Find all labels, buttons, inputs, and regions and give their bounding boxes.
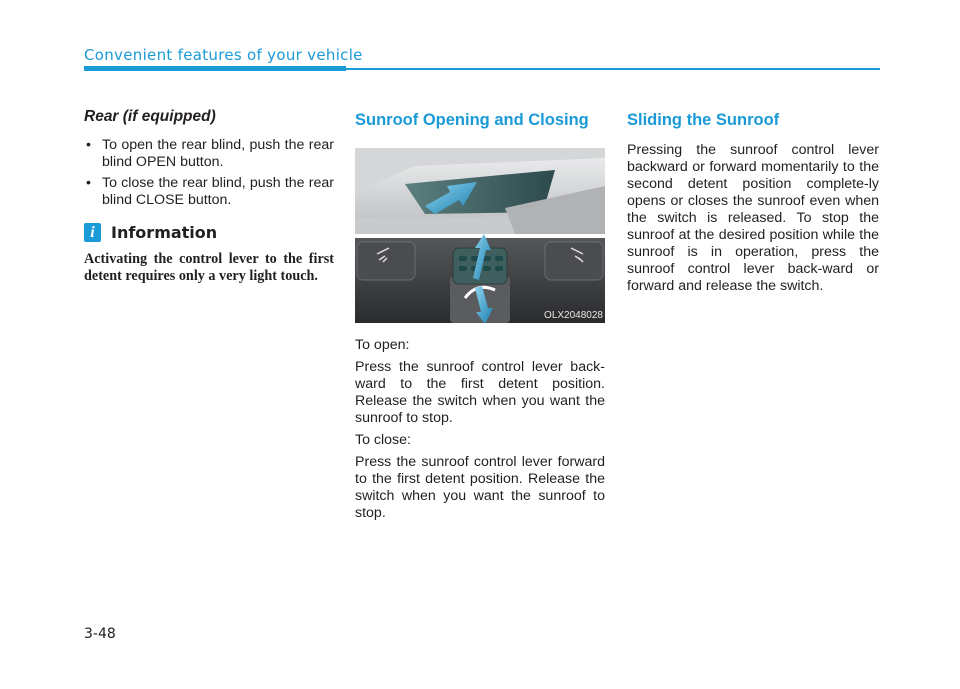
section-title-sliding: Sliding the Sunroof xyxy=(627,111,780,129)
info-icon: i xyxy=(84,223,101,242)
info-header xyxy=(84,223,334,242)
list-item: • To close the rear blind, push the rear blind CLOSE button. xyxy=(84,175,334,209)
rear-blind-column xyxy=(84,108,334,285)
sliding-text: Pressing the sunroof control lever backward or forward momentarily to the second detent position complete-ly opens or closes the sunroof even when the switch is released. To stop the sunroof at the desired position while the sunroof is in operation, press the sunroof control lever back-ward or forward and release the switch. xyxy=(627,142,879,294)
sunroof-open-close-column xyxy=(355,108,605,527)
header-rule-thin xyxy=(346,68,880,70)
open-text: Press the sunroof control lever back-ward to the first detent position. Release the switch when you want the sunroof to stop. xyxy=(355,359,605,426)
info-title: Information xyxy=(111,223,218,242)
page-number: 3-48 xyxy=(84,626,116,642)
sunroof-lever-figure xyxy=(355,148,605,323)
info-text: Activating the control lever to the first detent requires only a very light touch. xyxy=(84,251,334,284)
list-item: • To open the rear blind, push the rear blind OPEN button. xyxy=(84,137,334,171)
close-text: Press the sunroof control lever forward to the first detent position. Release the switch when you want the sunroof to stop. xyxy=(355,454,605,521)
rear-bullet-list xyxy=(84,137,334,209)
sunroof-illustration xyxy=(355,148,605,323)
open-label: To open: xyxy=(355,337,410,353)
rear-heading: Rear (if equipped) xyxy=(84,108,216,125)
section-title-open-close: Sunroof Opening and Closing xyxy=(355,111,589,129)
section-header-title: Convenient features of your vehicle xyxy=(84,46,363,64)
close-label: To close: xyxy=(355,432,411,448)
figure-code: OLX2048028 xyxy=(544,310,603,321)
header-rule-thick xyxy=(84,66,346,71)
sliding-sunroof-column xyxy=(627,108,879,300)
